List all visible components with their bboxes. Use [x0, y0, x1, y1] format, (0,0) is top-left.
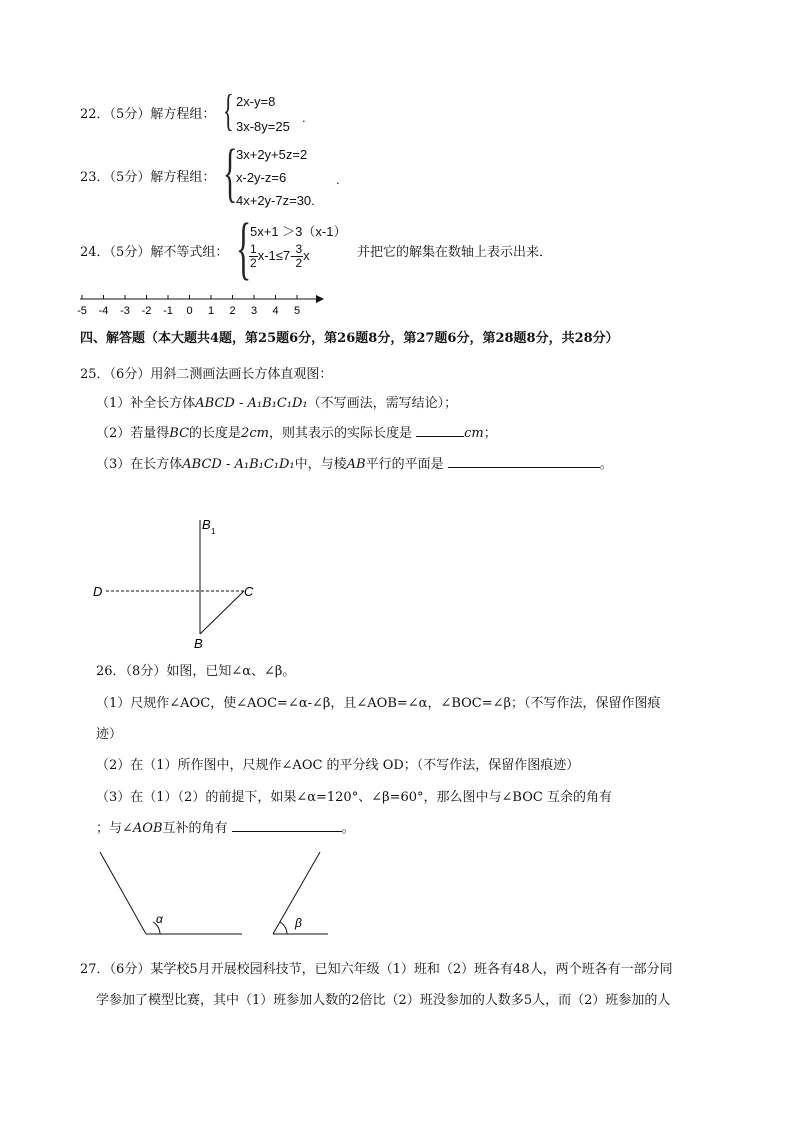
number-line-arrow: [316, 295, 324, 303]
q24-frac2: [294, 243, 303, 270]
number-line-tick-label: -1: [163, 305, 173, 317]
q25-part3-ab: AB: [346, 457, 366, 472]
q26-label: 26．（8分）如图，已知∠α、∠β。: [96, 664, 296, 679]
q25-part2-bc: BC: [169, 426, 190, 441]
q23-brace: {: [223, 136, 238, 209]
q25-figure: [88, 512, 268, 652]
q25-part3: [96, 457, 613, 473]
q25-part2-end: ；: [483, 426, 497, 441]
q24-frac1-num: 1: [250, 242, 257, 256]
q25-part2: [96, 426, 497, 442]
q25-part3-end: 。: [599, 457, 613, 472]
q25-part2-c: 的长度是: [189, 426, 242, 441]
q25-part3-solid: ABCD - A₁B₁C₁D₁: [182, 457, 295, 472]
number-line-tick-label: 3: [250, 305, 258, 317]
label-b1: B: [202, 517, 211, 532]
q22-end: .: [302, 110, 306, 125]
q22-eq1: 2x-y=8: [236, 94, 276, 109]
q24-frac1: [249, 243, 258, 270]
label-c: C: [244, 584, 254, 599]
q24-brace: {: [236, 210, 252, 287]
number-line-tick-label: 0: [186, 305, 193, 317]
alpha-ray-1: [100, 852, 146, 934]
number-line-tick-label: -3: [120, 305, 130, 317]
label-b: B: [194, 636, 203, 651]
angle-figures: [90, 848, 340, 940]
section4-heading: 四、解答题（本大题共4题，第25题6分，第26题8分，第27题6分，第28题8分，共28分）: [80, 331, 619, 346]
q26-part1-line2: 迹）: [96, 727, 123, 742]
number-line-tick-label: -4: [98, 305, 109, 317]
q24-eq2-mid: x-1≤7-: [257, 247, 295, 263]
edge-bc: [200, 591, 244, 634]
number-line: [70, 290, 340, 320]
number-line-tick-label: -5: [77, 305, 87, 317]
q26-part3-line1: （3）在（1）（2）的前提下，如果∠α=120°、∠β=60°，那么图中与∠BOC 互余的角有: [96, 790, 612, 805]
q25-label: 25．（6分）用斜二测画法画长方体直观图：: [80, 367, 333, 382]
q26-part1-line1: （1）尺规作∠AOC，使∠AOC=∠α-∠β，且∠AOB=∠α，∠BOC=∠β；（不写作法，保留作图痕: [96, 696, 661, 711]
q25-part2-e: ，则其表示的实际长度是: [268, 426, 412, 441]
q24-frac2-den: 2: [295, 256, 303, 270]
q24-tail: 并把它的解集在数轴上表示出来．: [357, 245, 553, 260]
q24-eq1: 5x+1 ＞3（x-1）: [250, 224, 347, 239]
q24-label: 24．（5分）解不等式组：: [80, 245, 229, 260]
number-line-tick-label: 1: [207, 305, 215, 317]
q22-brace: {: [223, 86, 234, 135]
q25-part2-blank[interactable]: [416, 436, 464, 437]
q25-part1-a: （1）补全长方体: [96, 396, 196, 411]
q27-line2: 学参加了模型比赛，其中（1）班参加人数的2倍比（2）班没参加的人数多5人，而（2）班参加的人: [96, 993, 671, 1008]
q26-part3-blank[interactable]: [232, 831, 342, 832]
q25-part3-a: （3）在长方体: [96, 457, 183, 472]
q24-eq2: [249, 243, 310, 270]
number-line-tick-label: 5: [293, 305, 301, 317]
q25-part1: [96, 396, 457, 412]
q25-part3-c: 中，与棱: [294, 457, 347, 472]
q25-part1-c: （不写画法，需写结论）；: [307, 396, 458, 411]
q24-frac2-num: 3: [295, 242, 303, 256]
alpha-label: α: [156, 912, 163, 926]
q27-line1: 27．（6分）某学校5月开展校园科技节，已知六年级（1）班和（2）班各有48人，两个班各有一部分同: [80, 962, 673, 977]
q25-part3-blank[interactable]: [448, 467, 600, 468]
q25-part2-a: （2）若量得: [96, 426, 170, 441]
q24-eq2-tail: x: [303, 247, 310, 263]
q26-part3-c: 互补的角有: [162, 821, 228, 836]
number-line-tick-label: 4: [272, 305, 279, 317]
q24-frac1-den: 2: [250, 256, 257, 270]
q23-eq2: x-2y-z=6: [236, 170, 287, 185]
q25-part2-unit: cm: [464, 426, 484, 441]
q23-eq1: 3x+2y+5z=2: [236, 147, 308, 162]
q23-end: .: [336, 172, 340, 187]
q23-eq3: 4x+2y-7z=30.: [236, 193, 315, 208]
label-b1-sub: 1: [211, 527, 216, 536]
number-line-tick-label: -2: [141, 305, 152, 317]
number-line-tick-label: 2: [229, 305, 236, 317]
q26-part3-end: 。: [341, 821, 355, 836]
q25-part3-e: 平行的平面是: [365, 457, 444, 472]
beta-arc: [280, 922, 287, 934]
q26-part3-aob: AOB: [132, 821, 163, 836]
q22-eq2: 3x-8y=25: [236, 119, 290, 134]
number-line-ticks: [77, 295, 300, 317]
q26-part3-line2: [96, 821, 355, 837]
q25-part1-solid: ABCD - A₁B₁C₁D₁: [195, 396, 308, 411]
q26-part2: （2）在（1）所作图中，尺规作∠AOC 的平分线 OD；（不写作法，保留作图痕迹）: [96, 758, 580, 773]
label-d: D: [93, 584, 103, 599]
q26-part3-a: ；与∠: [96, 821, 133, 836]
q23-label: 23．（5分）解方程组：: [80, 170, 216, 185]
q25-part2-length: 2cm: [241, 426, 269, 441]
beta-label: β: [295, 916, 302, 930]
q22-label: 22．（5分）解方程组：: [80, 107, 216, 122]
